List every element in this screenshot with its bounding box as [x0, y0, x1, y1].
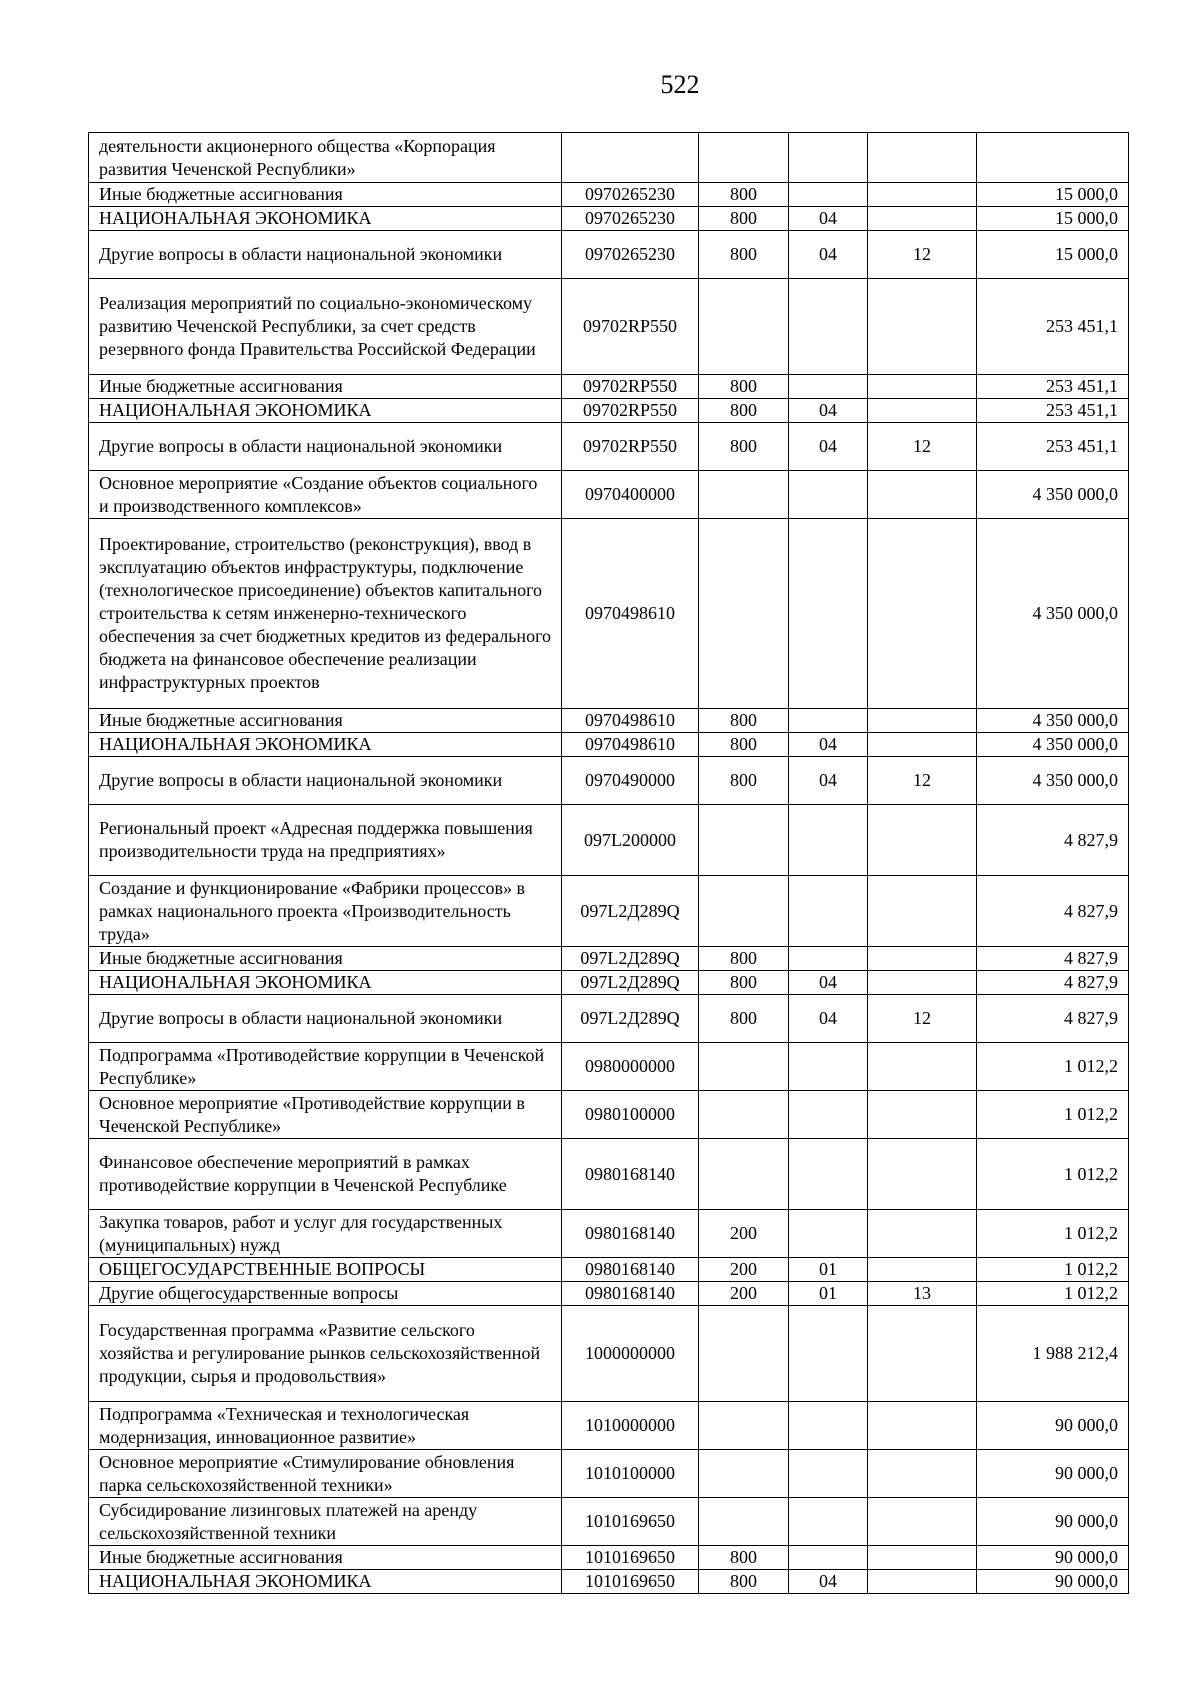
table-row	[89, 1210, 1129, 1258]
row-expense-type: 800	[699, 231, 789, 279]
row-section	[789, 133, 868, 183]
row-section	[789, 1139, 868, 1210]
table-row	[89, 995, 1129, 1043]
row-section: 04	[789, 231, 868, 279]
row-amount: 4 827,9	[977, 947, 1129, 971]
row-code: 09702RP550	[562, 279, 699, 375]
row-code: 0970265230	[562, 207, 699, 231]
row-code	[562, 133, 699, 183]
row-section	[789, 183, 868, 207]
row-expense-type	[699, 1450, 789, 1498]
row-code: 097L2Д289Q	[562, 995, 699, 1043]
row-subsection	[868, 1139, 977, 1210]
row-name: Основное мероприятие «Создание объектов социального и производственного комплексов»	[89, 471, 562, 519]
row-expense-type	[699, 1402, 789, 1450]
row-subsection	[868, 399, 977, 423]
row-amount: 4 827,9	[977, 876, 1129, 947]
row-section	[789, 519, 868, 709]
table-row	[89, 805, 1129, 876]
row-expense-type: 800	[699, 1546, 789, 1570]
row-amount	[977, 133, 1129, 183]
row-subsection	[868, 279, 977, 375]
row-amount: 253 451,1	[977, 279, 1129, 375]
row-name: НАЦИОНАЛЬНАЯ ЭКОНОМИКА	[89, 971, 562, 995]
row-expense-type	[699, 1306, 789, 1402]
table-row	[89, 423, 1129, 471]
row-section: 04	[789, 971, 868, 995]
row-name: Государственная программа «Развитие сельского хозяйства и регулирование рынков сельскохозяйственной продукции, сырья и продовольствия»	[89, 1306, 562, 1402]
row-code: 1010000000	[562, 1402, 699, 1450]
row-name: Иные бюджетные ассигнования	[89, 183, 562, 207]
row-amount: 1 012,2	[977, 1043, 1129, 1091]
row-section: 04	[789, 207, 868, 231]
table-row	[89, 971, 1129, 995]
row-expense-type	[699, 805, 789, 876]
row-expense-type: 800	[699, 733, 789, 757]
table-row	[89, 1091, 1129, 1139]
table-row	[89, 279, 1129, 375]
row-name: Другие вопросы в области национальной экономики	[89, 995, 562, 1043]
row-subsection	[868, 947, 977, 971]
row-expense-type	[699, 133, 789, 183]
table-row	[89, 519, 1129, 709]
row-name: Финансовое обеспечение мероприятий в рамках противодействие коррупции в Чеченской Республике	[89, 1139, 562, 1210]
row-expense-type: 800	[699, 1570, 789, 1594]
row-name: НАЦИОНАЛЬНАЯ ЭКОНОМИКА	[89, 399, 562, 423]
table-row	[89, 1570, 1129, 1594]
row-amount: 15 000,0	[977, 207, 1129, 231]
row-code: 0980000000	[562, 1043, 699, 1091]
budget-table-body	[89, 133, 1129, 1594]
row-amount: 90 000,0	[977, 1402, 1129, 1450]
row-amount: 90 000,0	[977, 1546, 1129, 1570]
table-row	[89, 709, 1129, 733]
row-subsection: 12	[868, 231, 977, 279]
row-section	[789, 1450, 868, 1498]
row-expense-type	[699, 1091, 789, 1139]
row-name: Реализация мероприятий по социально-экономическому развитию Чеченской Республики, за счет средств резервного фонда Правительства Российской Федерации	[89, 279, 562, 375]
row-code: 09702RP550	[562, 423, 699, 471]
row-section: 04	[789, 995, 868, 1043]
row-amount: 1 012,2	[977, 1139, 1129, 1210]
row-name: Другие общегосударственные вопросы	[89, 1282, 562, 1306]
row-name: Другие вопросы в области национальной экономики	[89, 231, 562, 279]
table-row	[89, 1258, 1129, 1282]
row-section	[789, 876, 868, 947]
row-section	[789, 279, 868, 375]
row-subsection	[868, 375, 977, 399]
row-code: 0980168140	[562, 1139, 699, 1210]
row-subsection: 13	[868, 1282, 977, 1306]
row-amount: 4 350 000,0	[977, 709, 1129, 733]
row-name: Подпрограмма «Техническая и технологическая модернизация, инновационное развитие»	[89, 1402, 562, 1450]
table-row	[89, 399, 1129, 423]
row-section	[789, 471, 868, 519]
row-code: 0980168140	[562, 1282, 699, 1306]
row-amount: 1 012,2	[977, 1282, 1129, 1306]
row-code: 0980168140	[562, 1210, 699, 1258]
row-section: 04	[789, 1570, 868, 1594]
row-amount: 90 000,0	[977, 1570, 1129, 1594]
row-name: Региональный проект «Адресная поддержка повышения производительности труда на предприятиях»	[89, 805, 562, 876]
row-subsection	[868, 1570, 977, 1594]
row-code: 1010169650	[562, 1570, 699, 1594]
row-name: Иные бюджетные ассигнования	[89, 947, 562, 971]
row-name: Проектирование, строительство (реконструкция), ввод в эксплуатацию объектов инфраструктуры, подключение (технологическое присоединение) объектов капитального строительства к сетям инженерно-технического обеспечения за счет бюджетных кредитов из федерального бюджета на финансовое обеспечение реализации инфраструктурных проектов	[89, 519, 562, 709]
row-subsection	[868, 1258, 977, 1282]
table-row	[89, 375, 1129, 399]
table-row	[89, 471, 1129, 519]
row-expense-type: 800	[699, 947, 789, 971]
row-subsection	[868, 1498, 977, 1546]
row-subsection	[868, 1306, 977, 1402]
row-section	[789, 1546, 868, 1570]
row-name: НАЦИОНАЛЬНАЯ ЭКОНОМИКА	[89, 733, 562, 757]
table-row	[89, 183, 1129, 207]
row-code: 0970498610	[562, 733, 699, 757]
table-row	[89, 1450, 1129, 1498]
row-expense-type: 800	[699, 709, 789, 733]
row-amount: 4 350 000,0	[977, 757, 1129, 805]
row-section	[789, 1498, 868, 1546]
row-section	[789, 805, 868, 876]
row-section	[789, 709, 868, 733]
row-section	[789, 1210, 868, 1258]
row-subsection	[868, 1091, 977, 1139]
table-row	[89, 1139, 1129, 1210]
row-subsection	[868, 1043, 977, 1091]
row-code: 1010169650	[562, 1498, 699, 1546]
row-subsection	[868, 133, 977, 183]
row-subsection	[868, 709, 977, 733]
row-subsection	[868, 207, 977, 231]
table-row	[89, 1498, 1129, 1546]
row-code: 0980168140	[562, 1258, 699, 1282]
row-code: 09702RP550	[562, 399, 699, 423]
row-amount: 4 827,9	[977, 805, 1129, 876]
table-row	[89, 876, 1129, 947]
row-expense-type: 800	[699, 995, 789, 1043]
row-name: НАЦИОНАЛЬНАЯ ЭКОНОМИКА	[89, 207, 562, 231]
row-amount: 4 350 000,0	[977, 471, 1129, 519]
row-amount: 4 350 000,0	[977, 519, 1129, 709]
row-code: 0970265230	[562, 231, 699, 279]
row-subsection: 12	[868, 995, 977, 1043]
row-expense-type	[699, 1498, 789, 1546]
row-code: 1000000000	[562, 1306, 699, 1402]
row-name: Субсидирование лизинговых платежей на аренду сельскохозяйственной техники	[89, 1498, 562, 1546]
row-amount: 253 451,1	[977, 399, 1129, 423]
row-code: 0970490000	[562, 757, 699, 805]
row-amount: 1 012,2	[977, 1210, 1129, 1258]
table-row	[89, 133, 1129, 183]
row-amount: 1 012,2	[977, 1258, 1129, 1282]
row-section: 04	[789, 399, 868, 423]
row-name: деятельности акционерного общества «Корпорация развития Чеченской Республики»	[89, 133, 562, 183]
row-subsection	[868, 1450, 977, 1498]
row-amount: 1 012,2	[977, 1091, 1129, 1139]
row-name: Иные бюджетные ассигнования	[89, 1546, 562, 1570]
row-expense-type: 800	[699, 375, 789, 399]
row-name: Основное мероприятие «Стимулирование обновления парка сельскохозяйственной техники»	[89, 1450, 562, 1498]
row-code: 0970400000	[562, 471, 699, 519]
row-expense-type: 800	[699, 971, 789, 995]
table-row	[89, 1043, 1129, 1091]
table-row	[89, 1546, 1129, 1570]
row-code: 097L2Д289Q	[562, 971, 699, 995]
row-amount: 4 827,9	[977, 995, 1129, 1043]
row-section	[789, 1043, 868, 1091]
row-name: Другие вопросы в области национальной экономики	[89, 757, 562, 805]
row-code: 0970498610	[562, 709, 699, 733]
row-subsection	[868, 183, 977, 207]
table-row	[89, 1282, 1129, 1306]
page-number: 522	[660, 70, 700, 99]
row-section	[789, 1402, 868, 1450]
row-code: 0970498610	[562, 519, 699, 709]
row-expense-type	[699, 1139, 789, 1210]
row-subsection: 12	[868, 423, 977, 471]
row-code: 1010169650	[562, 1546, 699, 1570]
table-row	[89, 207, 1129, 231]
row-expense-type: 800	[699, 399, 789, 423]
row-expense-type: 800	[699, 757, 789, 805]
row-code: 1010100000	[562, 1450, 699, 1498]
table-row	[89, 1306, 1129, 1402]
row-expense-type: 200	[699, 1258, 789, 1282]
row-expense-type	[699, 279, 789, 375]
row-expense-type: 200	[699, 1210, 789, 1258]
row-subsection	[868, 971, 977, 995]
row-expense-type	[699, 519, 789, 709]
row-amount: 253 451,1	[977, 423, 1129, 471]
row-code: 097L200000	[562, 805, 699, 876]
row-subsection: 12	[868, 757, 977, 805]
row-section	[789, 1091, 868, 1139]
row-code: 0970265230	[562, 183, 699, 207]
row-expense-type: 800	[699, 423, 789, 471]
row-section: 04	[789, 757, 868, 805]
row-expense-type: 200	[699, 1282, 789, 1306]
row-expense-type	[699, 876, 789, 947]
row-name: ОБЩЕГОСУДАРСТВЕННЫЕ ВОПРОСЫ	[89, 1258, 562, 1282]
row-subsection	[868, 733, 977, 757]
row-amount: 15 000,0	[977, 231, 1129, 279]
row-name: Другие вопросы в области национальной экономики	[89, 423, 562, 471]
table-row	[89, 1402, 1129, 1450]
table-row	[89, 947, 1129, 971]
row-section	[789, 1306, 868, 1402]
row-code: 0980100000	[562, 1091, 699, 1139]
table-row	[89, 231, 1129, 279]
row-amount: 90 000,0	[977, 1498, 1129, 1546]
row-expense-type	[699, 471, 789, 519]
row-name: Основное мероприятие «Противодействие коррупции в Чеченской Республике»	[89, 1091, 562, 1139]
row-name: Иные бюджетные ассигнования	[89, 709, 562, 733]
table-row	[89, 733, 1129, 757]
row-expense-type: 800	[699, 207, 789, 231]
row-name: Создание и функционирование «Фабрики процессов» в рамках национального проекта «Производительность труда»	[89, 876, 562, 947]
row-subsection	[868, 876, 977, 947]
row-section: 01	[789, 1258, 868, 1282]
row-amount: 4 827,9	[977, 971, 1129, 995]
row-name: Закупка товаров, работ и услуг для государственных (муниципальных) нужд	[89, 1210, 562, 1258]
row-code: 09702RP550	[562, 375, 699, 399]
row-subsection	[868, 519, 977, 709]
budget-table	[88, 132, 1129, 1594]
table-row	[89, 757, 1129, 805]
row-subsection	[868, 805, 977, 876]
row-amount: 90 000,0	[977, 1450, 1129, 1498]
row-code: 097L2Д289Q	[562, 876, 699, 947]
row-name: Иные бюджетные ассигнования	[89, 375, 562, 399]
row-amount: 253 451,1	[977, 375, 1129, 399]
row-amount: 15 000,0	[977, 183, 1129, 207]
row-subsection	[868, 1402, 977, 1450]
row-name: Подпрограмма «Противодействие коррупции в Чеченской Республике»	[89, 1043, 562, 1091]
row-section	[789, 947, 868, 971]
row-section: 01	[789, 1282, 868, 1306]
row-section	[789, 375, 868, 399]
row-name: НАЦИОНАЛЬНАЯ ЭКОНОМИКА	[89, 1570, 562, 1594]
row-section: 04	[789, 423, 868, 471]
row-code: 097L2Д289Q	[562, 947, 699, 971]
row-subsection	[868, 1546, 977, 1570]
row-subsection	[868, 471, 977, 519]
row-amount: 4 350 000,0	[977, 733, 1129, 757]
row-expense-type: 800	[699, 183, 789, 207]
row-expense-type	[699, 1043, 789, 1091]
row-amount: 1 988 212,4	[977, 1306, 1129, 1402]
row-subsection	[868, 1210, 977, 1258]
row-section: 04	[789, 733, 868, 757]
